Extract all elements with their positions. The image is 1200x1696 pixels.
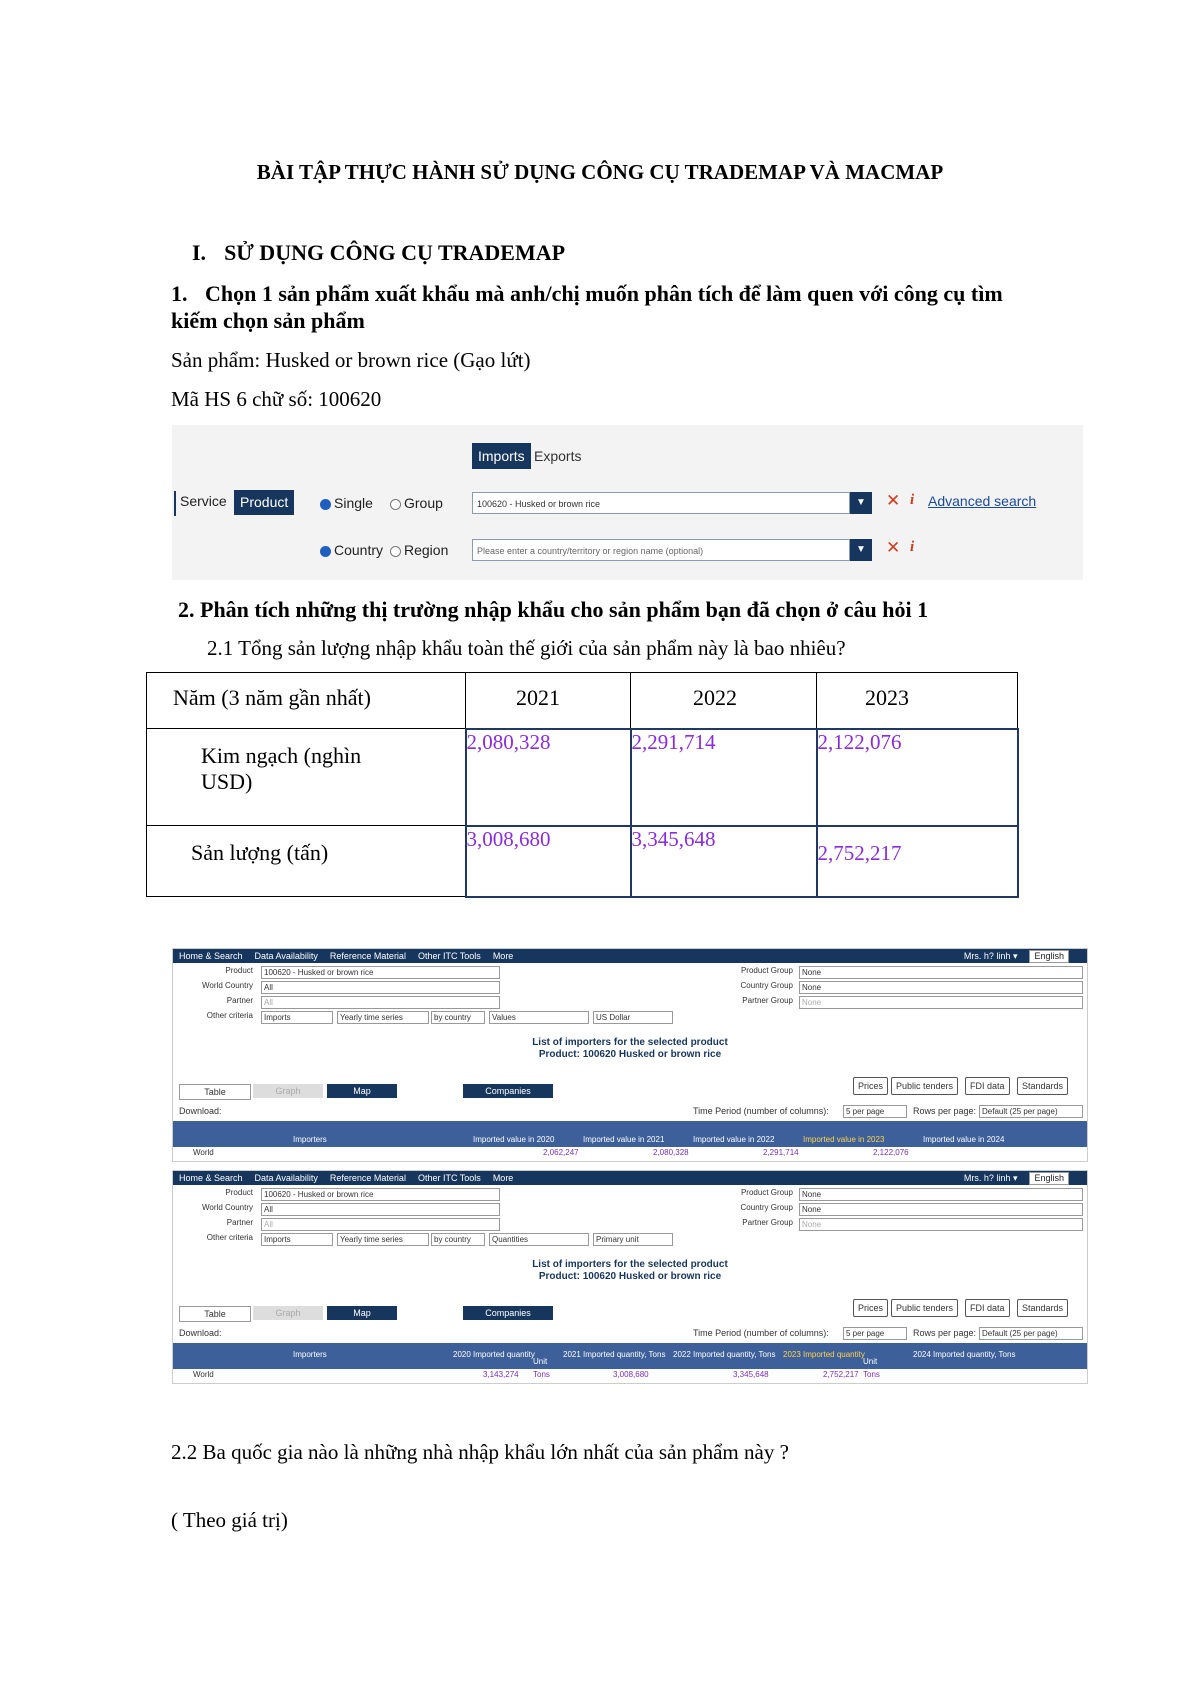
- standards-button[interactable]: Standards: [1017, 1299, 1068, 1317]
- nav-data[interactable]: Data Availability: [254, 951, 318, 961]
- radio-group[interactable]: [390, 495, 443, 511]
- table-cell: 3,345,648: [631, 826, 817, 897]
- table-cell: 2,291,714: [631, 729, 817, 826]
- table-row: [173, 1369, 1087, 1381]
- chevron-down-icon[interactable]: ▼: [850, 492, 872, 514]
- product-group-select[interactable]: None: [799, 1188, 1083, 1201]
- world-label: World: [193, 1148, 214, 1157]
- country-label: World Country: [202, 981, 253, 990]
- product-input[interactable]: 100620 - Husked or brown rice: [472, 492, 850, 514]
- col-2024: 2024 Imported quantity, Tons: [913, 1350, 1016, 1359]
- country-input[interactable]: Please enter a country/territory or region name (optional): [472, 539, 850, 561]
- service-label[interactable]: Service: [180, 493, 227, 509]
- radio-single-label: Single: [334, 495, 373, 511]
- col-2022: Imported value in 2022: [693, 1135, 775, 1144]
- table-header-cell: 2021: [466, 673, 631, 729]
- prices-button[interactable]: Prices: [853, 1077, 888, 1095]
- user-menu[interactable]: Mrs. h? linh ▾: [963, 951, 1018, 961]
- col-2020: Imported value in 2020: [473, 1135, 555, 1144]
- radio-icon: [390, 499, 401, 510]
- fdi-button[interactable]: FDI data: [965, 1299, 1010, 1317]
- partner-group-select[interactable]: None: [799, 996, 1083, 1009]
- product-group-label: Product Group: [740, 1188, 793, 1197]
- table-cell: 2,752,217: [817, 826, 1018, 897]
- tab-companies[interactable]: Companies: [463, 1084, 553, 1098]
- trade-flow-select[interactable]: Imports: [261, 1011, 333, 1024]
- radio-region-label: Region: [404, 542, 449, 558]
- nav-tools[interactable]: Other ITC Tools: [417, 1173, 481, 1183]
- tab-map[interactable]: Map: [327, 1084, 397, 1098]
- nav-more[interactable]: More: [492, 951, 514, 961]
- tab-exports[interactable]: Exports: [534, 448, 582, 464]
- question-1-number: 1.: [171, 281, 188, 306]
- table-header-cell: 2022: [631, 673, 817, 729]
- tab-graph[interactable]: Graph: [253, 1306, 323, 1320]
- radio-group-label: Group: [404, 495, 443, 511]
- question-1-text: Chọn 1 sản phẩm xuất khẩu mà anh/chị muốn phân tích để làm quen với công cụ tìm kiếm chọn sản phẩm: [171, 281, 1003, 333]
- top-nav: [173, 949, 1087, 963]
- section-label: SỬ DỤNG CÔNG CỤ TRADEMAP: [224, 240, 566, 265]
- fdi-button[interactable]: FDI data: [965, 1077, 1010, 1095]
- criteria-label: Other criteria: [206, 1233, 253, 1242]
- time-period-select[interactable]: 5 per page: [843, 1105, 907, 1118]
- indicator-select[interactable]: Quantities: [489, 1233, 589, 1246]
- partner-group-label: Partner Group: [742, 1218, 793, 1227]
- product-search-screenshot: [172, 425, 1083, 580]
- world-2022: 2,291,714: [763, 1148, 799, 1157]
- tab-table[interactable]: Table: [179, 1306, 251, 1322]
- series-select[interactable]: Yearly time series: [337, 1011, 429, 1024]
- world-2023: 2,122,076: [873, 1148, 909, 1157]
- rows-select[interactable]: Default (25 per page): [979, 1327, 1083, 1340]
- partner-group-select[interactable]: None: [799, 1218, 1083, 1231]
- chevron-down-icon[interactable]: ▼: [850, 539, 872, 561]
- radio-region[interactable]: [390, 542, 448, 558]
- clear-icon[interactable]: ✕: [886, 538, 901, 557]
- import-table: [146, 672, 1019, 898]
- col-2020: 2020 Imported quantity: [453, 1350, 535, 1359]
- time-period-label: Time Period (number of columns):: [693, 1328, 829, 1338]
- world-2022: 3,345,648: [733, 1370, 769, 1379]
- world-unit: Tons: [533, 1370, 550, 1379]
- section-heading: [192, 240, 565, 266]
- world-2023: 2,752,217: [823, 1370, 859, 1379]
- product-label: Product: [225, 966, 253, 975]
- country-group-select[interactable]: None: [799, 1203, 1083, 1216]
- radio-selected-icon: [320, 499, 331, 510]
- col-unit: Unit: [533, 1357, 548, 1366]
- question-2: 2. Phân tích những thị trường nhập khẩu cho sản phẩm bạn đã chọn ở câu hỏi 1: [178, 597, 929, 622]
- unit-select[interactable]: Primary unit: [593, 1233, 673, 1246]
- partner-select[interactable]: All: [261, 996, 500, 1009]
- tenders-button[interactable]: Public tenders: [891, 1077, 958, 1095]
- col-2023: 2023 Imported quantity: [783, 1350, 865, 1359]
- section-number: I.: [192, 240, 207, 265]
- col-2022: 2022 Imported quantity, Tons: [673, 1350, 776, 1359]
- country-group-label: Country Group: [740, 981, 793, 990]
- trade-flow-select[interactable]: Imports: [261, 1233, 333, 1246]
- currency-select[interactable]: US Dollar: [593, 1011, 673, 1024]
- clear-icon[interactable]: ✕: [886, 491, 901, 510]
- by-value-note: ( Theo giá trị): [171, 1508, 288, 1532]
- table-row: [147, 826, 1018, 897]
- hs-code-line: Mã HS 6 chữ số: 100620: [171, 387, 382, 411]
- time-period-select[interactable]: 5 per page: [843, 1327, 907, 1340]
- table-header-cell: Năm (3 năm gần nhất): [147, 673, 466, 729]
- world-label: World: [193, 1370, 214, 1379]
- document-title: BÀI TẬP THỰC HÀNH SỬ DỤNG CÔNG CỤ TRADEMAP VÀ MACMAP: [256, 160, 944, 184]
- tab-companies[interactable]: Companies: [463, 1306, 553, 1320]
- country-group-label: Country Group: [740, 1203, 793, 1212]
- table-header-cell: 2023: [817, 673, 1018, 729]
- nav-reference[interactable]: Reference Material: [329, 951, 406, 961]
- world-2021: 2,080,328: [653, 1148, 689, 1157]
- col-2021: Imported value in 2021: [583, 1135, 665, 1144]
- radio-country-label: Country: [334, 542, 384, 558]
- standards-button[interactable]: Standards: [1017, 1077, 1068, 1095]
- question-1: [171, 280, 1041, 334]
- product-select[interactable]: 100620 - Husked or brown rice: [261, 1188, 500, 1201]
- rows-select[interactable]: Default (25 per page): [979, 1105, 1083, 1118]
- partner-label: Partner: [226, 1218, 253, 1227]
- language-select[interactable]: English: [1029, 1172, 1069, 1185]
- product-line: Sản phẩm: Husked or brown rice (Gạo lứt): [171, 348, 531, 372]
- product-group-select[interactable]: None: [799, 966, 1083, 979]
- world-2020: 2,062,247: [543, 1148, 579, 1157]
- series-select[interactable]: Yearly time series: [337, 1233, 429, 1246]
- info-icon[interactable]: i: [910, 539, 915, 555]
- rows-label: Rows per page:: [913, 1328, 977, 1338]
- question-2-1: 2.1 Tổng sản lượng nhập khẩu toàn thế giới của sản phẩm này là bao nhiêu?: [207, 636, 846, 660]
- service-divider: [174, 491, 176, 516]
- country-select[interactable]: All: [261, 981, 500, 994]
- language-select[interactable]: English: [1029, 950, 1069, 963]
- table-row: [147, 729, 1018, 826]
- product-caption: Product: 100620 Husked or brown rice: [538, 1049, 722, 1060]
- download-label: Download:: [179, 1328, 222, 1338]
- nav-home[interactable]: Home & Search: [179, 1173, 243, 1183]
- table-header-row: [147, 673, 1018, 729]
- partner-select[interactable]: All: [261, 1218, 500, 1231]
- nav-data[interactable]: Data Availability: [254, 1173, 318, 1183]
- product-label: Product: [225, 1188, 253, 1197]
- col-unit: Unit: [863, 1357, 878, 1366]
- prices-button[interactable]: Prices: [853, 1299, 888, 1317]
- table-header: [173, 1343, 1087, 1369]
- country-label: World Country: [202, 1203, 253, 1212]
- radio-icon: [390, 546, 401, 557]
- nav-home[interactable]: Home & Search: [179, 951, 243, 961]
- partner-label: Partner: [226, 996, 253, 1005]
- product-toggle[interactable]: Product: [234, 490, 294, 515]
- list-caption: List of importers for the selected product: [532, 1037, 728, 1048]
- product-caption: Product: 100620 Husked or brown rice: [538, 1271, 722, 1282]
- col-2024: Imported value in 2024: [923, 1135, 1005, 1144]
- table-cell: 2,080,328: [466, 729, 631, 826]
- radio-selected-icon: [320, 546, 331, 557]
- tenders-button[interactable]: Public tenders: [891, 1299, 958, 1317]
- by-select[interactable]: by country: [431, 1011, 485, 1024]
- indicator-select[interactable]: Values: [489, 1011, 589, 1024]
- country-group-select[interactable]: None: [799, 981, 1083, 994]
- partner-group-label: Partner Group: [742, 996, 793, 1005]
- by-select[interactable]: by country: [431, 1233, 485, 1246]
- nav-tools[interactable]: Other ITC Tools: [417, 951, 481, 961]
- trademap-values-screenshot: [172, 948, 1088, 1162]
- table-cell: Kim ngạch (nghìn USD): [147, 729, 466, 826]
- world-unit: Tons: [863, 1370, 880, 1379]
- list-caption: List of importers for the selected product: [532, 1259, 728, 1270]
- download-label: Download:: [179, 1106, 222, 1116]
- nav-reference[interactable]: Reference Material: [329, 1173, 406, 1183]
- col-2021: 2021 Imported quantity, Tons: [563, 1350, 666, 1359]
- question-2-2: 2.2 Ba quốc gia nào là những nhà nhập khẩu lớn nhất của sản phẩm này ?: [171, 1440, 789, 1464]
- trademap-quantities-screenshot: [172, 1170, 1088, 1384]
- advanced-search-link[interactable]: Advanced search: [928, 493, 1037, 509]
- product-group-label: Product Group: [740, 966, 793, 975]
- top-nav: [173, 1171, 1087, 1185]
- col-2023: Imported value in 2023: [803, 1135, 885, 1144]
- table-row: [173, 1147, 1087, 1159]
- world-2021: 3,008,680: [613, 1370, 649, 1379]
- criteria-label: Other criteria: [206, 1011, 253, 1020]
- world-2020: 3,143,274: [483, 1370, 519, 1379]
- tab-graph[interactable]: Graph: [253, 1084, 323, 1098]
- tab-imports[interactable]: Imports: [472, 443, 531, 469]
- col-importers: Importers: [293, 1135, 327, 1144]
- product-select[interactable]: 100620 - Husked or brown rice: [261, 966, 500, 979]
- table-cell: Sản lượng (tấn): [147, 826, 466, 897]
- table-cell: 2,122,076: [817, 729, 1018, 826]
- table-header: [173, 1121, 1087, 1147]
- info-icon[interactable]: i: [910, 492, 915, 508]
- time-period-label: Time Period (number of columns):: [693, 1106, 829, 1116]
- radio-single[interactable]: [320, 495, 373, 511]
- rows-label: Rows per page:: [913, 1106, 977, 1116]
- user-menu[interactable]: Mrs. h? linh ▾: [963, 1173, 1018, 1183]
- table-cell: 3,008,680: [466, 826, 631, 897]
- nav-more[interactable]: More: [492, 1173, 514, 1183]
- radio-country[interactable]: [320, 542, 383, 558]
- tab-table[interactable]: Table: [179, 1084, 251, 1100]
- country-select[interactable]: All: [261, 1203, 500, 1216]
- tab-map[interactable]: Map: [327, 1306, 397, 1320]
- col-importers: Importers: [293, 1350, 327, 1359]
